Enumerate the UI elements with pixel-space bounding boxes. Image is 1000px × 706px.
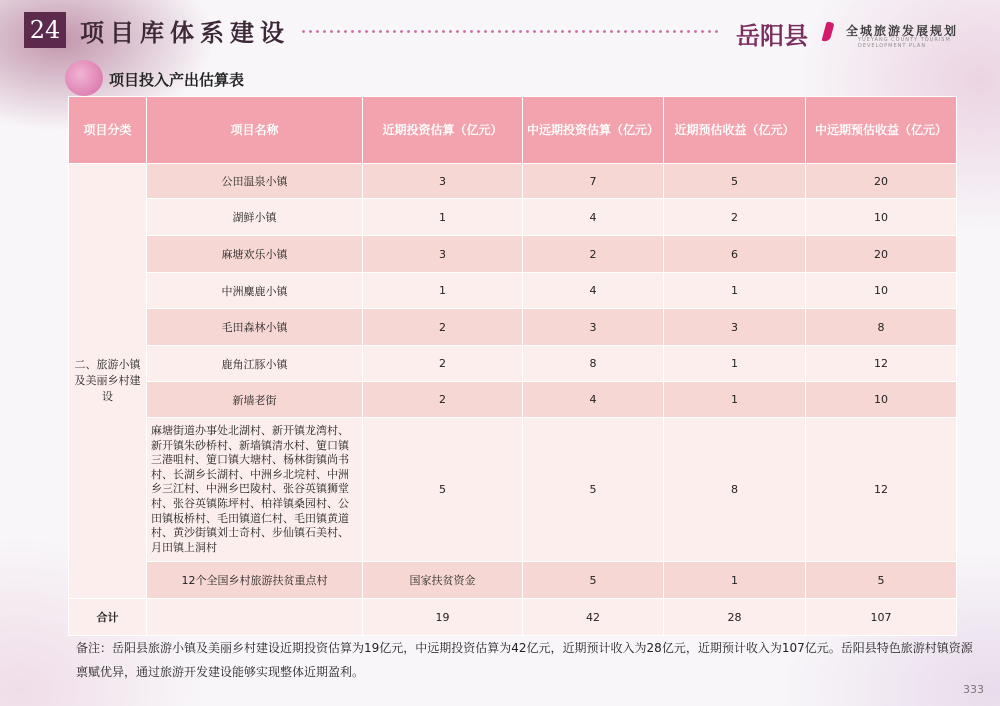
value-cell: 20 xyxy=(806,164,957,199)
value-cell: 10 xyxy=(806,199,957,236)
value-cell: 10 xyxy=(806,273,957,309)
project-name-cell: 湖鲜小镇 xyxy=(147,199,363,236)
value-cell: 1 xyxy=(664,346,806,382)
value-cell: 1 xyxy=(363,199,523,236)
table-row xyxy=(69,562,957,599)
value-cell: 2 xyxy=(363,309,523,346)
value-cell: 6 xyxy=(664,236,806,273)
value-cell: 4 xyxy=(523,199,664,236)
value-cell: 20 xyxy=(806,236,957,273)
table-note: 备注：岳阳县旅游小镇及美丽乡村建设近期投资估算为19亿元，中远期投资估算为42亿元，近期预计收入为28亿元，近期预计收入为107亿元。岳阳县特色旅游村镇资源禀赋优异，通过旅游开发建设能够实现整体近期盈利。 xyxy=(76,641,973,679)
plan-slogan-english: YUEYANG COUNTY TOURISM DEVELOPMENT PLAN xyxy=(858,37,951,49)
value-cell: 2 xyxy=(363,346,523,382)
value-cell: 19 xyxy=(363,599,523,636)
table-row xyxy=(69,346,957,382)
value-cell: 3 xyxy=(523,309,664,346)
project-name-cell: 12个全国乡村旅游扶贫重点村 xyxy=(147,562,363,599)
total-row xyxy=(69,599,957,636)
value-cell: 1 xyxy=(664,273,806,309)
value-cell: 107 xyxy=(806,599,957,636)
column-header: 近期预估收益（亿元） xyxy=(664,97,806,164)
project-name-cell: 麻塘欢乐小镇 xyxy=(147,236,363,273)
value-cell: 7 xyxy=(523,164,664,199)
category-cell: 二、旅游小镇及美丽乡村建设 xyxy=(69,164,147,599)
value-cell: 42 xyxy=(523,599,664,636)
table-row xyxy=(69,236,957,273)
value-cell: 8 xyxy=(806,309,957,346)
logo-mark-icon xyxy=(822,21,835,42)
value-cell: 5 xyxy=(806,562,957,599)
column-header: 近期投资估算（亿元） xyxy=(363,97,523,164)
value-cell: 5 xyxy=(363,418,523,562)
column-header: 项目分类 xyxy=(69,97,147,164)
value-cell: 12 xyxy=(806,418,957,562)
value-cell: 28 xyxy=(664,599,806,636)
chapter-number: 24 xyxy=(24,12,66,48)
column-header: 中远期投资估算（亿元） xyxy=(523,97,664,164)
table-row xyxy=(69,309,957,346)
value-cell: 1 xyxy=(664,382,806,418)
section-dot-icon xyxy=(65,60,103,96)
value-cell: 3 xyxy=(363,164,523,199)
page-header xyxy=(0,0,1000,52)
table-row xyxy=(69,199,957,236)
value-cell: 5 xyxy=(523,562,664,599)
value-cell: 5 xyxy=(664,164,806,199)
value-cell: 3 xyxy=(363,236,523,273)
table-header-row xyxy=(69,97,957,164)
value-cell: 5 xyxy=(523,418,664,562)
logo-text: 岳阳县 xyxy=(736,21,808,50)
empty-cell xyxy=(147,599,363,636)
value-cell: 8 xyxy=(523,346,664,382)
column-header: 项目名称 xyxy=(147,97,363,164)
value-cell: 4 xyxy=(523,273,664,309)
value-cell: 12 xyxy=(806,346,957,382)
project-name-cell: 毛田森林小镇 xyxy=(147,309,363,346)
value-cell: 4 xyxy=(523,382,664,418)
table-row xyxy=(69,418,957,562)
value-cell: 国家扶贫资金 xyxy=(363,562,523,599)
investment-table xyxy=(68,96,957,636)
value-cell: 8 xyxy=(664,418,806,562)
value-cell: 1 xyxy=(363,273,523,309)
value-cell: 2 xyxy=(363,382,523,418)
column-header: 中远期预估收益（亿元） xyxy=(806,97,957,164)
table-row xyxy=(69,382,957,418)
dotted-divider xyxy=(300,30,720,33)
page-title: 项目库体系建设 xyxy=(80,18,290,47)
value-cell: 3 xyxy=(664,309,806,346)
value-cell: 10 xyxy=(806,382,957,418)
table-row xyxy=(69,273,957,309)
project-name-cell: 公田温泉小镇 xyxy=(147,164,363,199)
plan-slogan: 全城旅游发展规划 xyxy=(846,24,959,38)
project-name-cell: 中洲麋鹿小镇 xyxy=(147,273,363,309)
total-label-cell: 合计 xyxy=(69,599,147,636)
project-name-cell: 麻塘街道办事处北湖村、新开镇龙湾村、新开镇朱砂桥村、新墙镇清水村、筻口镇三港咀村、筻口镇大塘村、杨林街镇尚书村、长湖乡长湖村、中洲乡北垸村、中洲乡三江村、中洲乡巴陵村、张谷英镇狮堂村、张谷英镇陈坪村、柏祥镇桑园村、公田镇板桥村、毛田镇道仁村、毛田镇黄道村、黄沙街镇刘士奇村、步仙镇石美村、月田镇上洞村 xyxy=(147,418,363,562)
table-row xyxy=(69,164,957,199)
project-name-cell: 鹿角江豚小镇 xyxy=(147,346,363,382)
page-number: 333 xyxy=(963,683,984,696)
value-cell: 1 xyxy=(664,562,806,599)
section-title: 项目投入产出估算表 xyxy=(109,71,245,89)
value-cell: 2 xyxy=(523,236,664,273)
value-cell: 2 xyxy=(664,199,806,236)
project-name-cell: 新墙老街 xyxy=(147,382,363,418)
